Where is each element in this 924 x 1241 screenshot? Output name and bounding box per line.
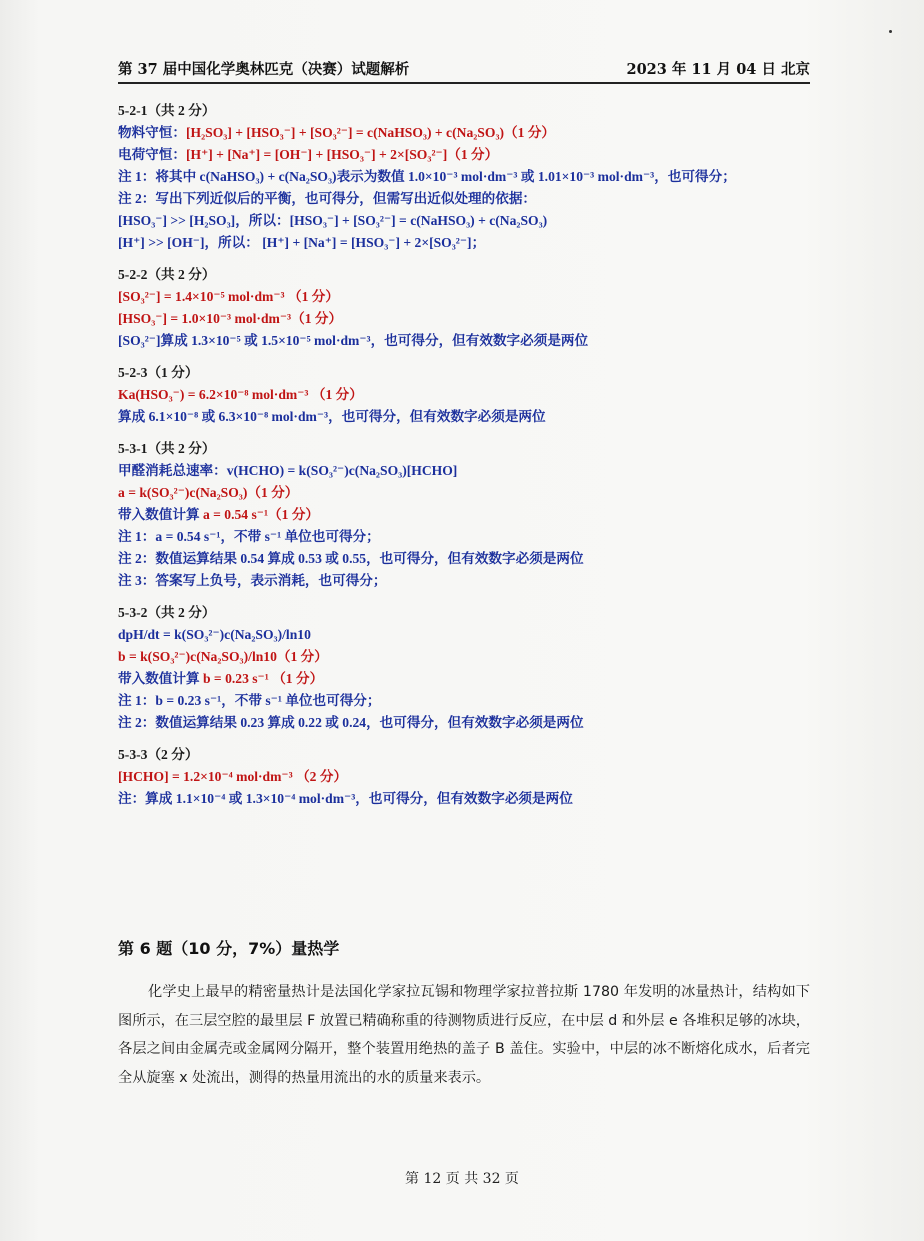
solution-line — [118, 482, 818, 504]
section-title: 5-2-1（共 2 分） — [118, 103, 216, 118]
solution-sections — [118, 100, 818, 820]
solution-line — [118, 122, 818, 144]
section-title: 5-2-3（1 分） — [118, 365, 199, 380]
header-title: 第 37 届中国化学奥林匹克（决赛）试题解析 — [118, 61, 410, 78]
solution-line — [118, 570, 818, 592]
line-text: Ka(HSO₃⁻) = 6.2×10⁻⁸ mol·dm⁻³ （1 分） — [118, 387, 363, 402]
section — [118, 264, 818, 352]
line-text: [SO₃²⁻]算成 1.3×10⁻⁵ 或 1.5×10⁻⁵ mol·dm⁻³，也可得分，但有效数字必须是两位 — [118, 333, 589, 348]
solution-line — [118, 504, 818, 526]
section-title: 5-3-2（共 2 分） — [118, 605, 216, 620]
solution-line — [118, 232, 818, 254]
line-text: [SO₃²⁻] = 1.4×10⁻⁵ mol·dm⁻³ （1 分） — [118, 289, 339, 304]
line-text: 注 2：写出下列近似后的平衡，也可得分，但需写出近似处理的依据： — [118, 191, 537, 206]
page-footer: 第 12 页 共 32 页 — [405, 1171, 519, 1187]
line-text: 物料守恒： — [118, 125, 186, 140]
line-answer: [H⁺] + [Na⁺] = [OH⁻] + [HSO₃⁻] + 2×[SO₃²⁻]（1 分） — [185, 147, 499, 162]
line-text: 带入数值计算 — [118, 671, 203, 686]
line-answer: b = 0.23 s⁻¹ （1 分） — [202, 671, 324, 686]
line-text: 注 2：数值运算结果 0.54 算成 0.53 或 0.55，也可得分，但有效数字必须是两位 — [118, 551, 584, 566]
section — [118, 100, 818, 254]
solution-line — [118, 188, 818, 210]
solution-line — [118, 690, 818, 712]
solution-line — [118, 646, 818, 668]
line-text: a = k(SO₃²⁻)c(Na₂SO₃)（1 分） — [118, 485, 299, 500]
header-date-location: 2023 年 11 月 04 日 北京 — [626, 61, 810, 78]
solution-line — [118, 766, 818, 788]
line-text: [HCHO] = 1.2×10⁻⁴ mol·dm⁻³ （2 分） — [118, 769, 348, 784]
line-text: [HSO₃⁻] >> [H₂SO₃]，所以：[HSO₃⁻] + [SO₃²⁻] = c(NaHSO₃) + c(Na₂SO₃) — [118, 213, 548, 228]
line-text: 注 1：b = 0.23 s⁻¹，不带 s⁻¹ 单位也可得分； — [118, 693, 381, 708]
solution-line — [118, 144, 818, 166]
section-title: 5-3-1（共 2 分） — [118, 441, 216, 456]
line-text: 注 3：答案写上负号，表示消耗，也可得分； — [118, 573, 387, 588]
question-6-paragraph: 化学史上最早的精密量热计是法国化学家拉瓦锡和物理学家拉普拉斯 1780 年发明的冰量热计，结构如下图所示，在三层空腔的最里层 F 放置已精确称重的待测物质进行反应，在中层 d 和外层 e 各堆积足够的冰块，各层之间由金属壳或金属网分隔开，整个装置用绝热的盖子 B 盖住。实验中，中层的冰不断熔化成水，后者完全从旋塞 x 处流出，测得的热量用流出的水的质量来表示。 — [118, 984, 810, 1086]
section — [118, 602, 818, 734]
line-text: 甲醛消耗总速率：v(HCHO) = k(SO₃²⁻)c(Na₂SO₃)[HCHO] — [118, 463, 458, 478]
line-text: 电荷守恒： — [118, 147, 186, 162]
solution-line — [118, 384, 818, 406]
question-6-title: 第 6 题（10 分，7%）量热学 — [118, 939, 340, 958]
scan-speck — [889, 30, 892, 33]
line-text: 算成 6.1×10⁻⁸ 或 6.3×10⁻⁸ mol·dm⁻³，也可得分，但有效数字必须是两位 — [118, 409, 546, 424]
solution-line — [118, 460, 818, 482]
solution-line — [118, 548, 818, 570]
page-header — [118, 54, 810, 84]
solution-line — [118, 166, 810, 188]
line-text: 注：算成 1.1×10⁻⁴ 或 1.3×10⁻⁴ mol·dm⁻³，也可得分，但有效数字必须是两位 — [118, 791, 573, 806]
solution-line — [118, 210, 818, 232]
line-answer: [H₂SO₃] + [HSO₃⁻] + [SO₃²⁻] = c(NaHSO₃) + c(Na₂SO₃)（1 分） — [185, 125, 556, 140]
line-text: 注 2：数值运算结果 0.23 算成 0.22 或 0.24，也可得分，但有效数字必须是两位 — [118, 715, 584, 730]
solution-line — [118, 330, 818, 352]
solution-line — [118, 286, 818, 308]
solution-line — [118, 308, 818, 330]
section — [118, 362, 818, 428]
line-text: 注 1：将其中 c(NaHSO₃) + c(Na₂SO₃)表示为数值 1.0×10⁻³ mol·dm⁻³ 或 1.01×10⁻³ mol·dm⁻³，也可得分； — [118, 169, 736, 184]
line-text: dpH/dt = k(SO₃²⁻)c(Na₂SO₃)/ln10 — [118, 627, 311, 642]
solution-line — [118, 624, 818, 646]
section — [118, 438, 818, 592]
line-text: 带入数值计算 — [118, 507, 203, 522]
section-title: 5-3-3（2 分） — [118, 747, 199, 762]
line-text: [HSO₃⁻] = 1.0×10⁻³ mol·dm⁻³（1 分） — [118, 311, 343, 326]
line-text: b = k(SO₃²⁻)c(Na₂SO₃)/ln10（1 分） — [118, 649, 328, 664]
line-text: 注 1：a = 0.54 s⁻¹，不带 s⁻¹ 单位也可得分； — [118, 529, 380, 544]
solution-line — [118, 526, 818, 548]
section — [118, 744, 818, 810]
solution-line — [118, 668, 818, 690]
section-title: 5-2-2（共 2 分） — [118, 267, 216, 282]
solution-line — [118, 788, 818, 810]
line-text: [H⁺] >> [OH⁻]，所以： [H⁺] + [Na⁺] = [HSO₃⁻] + 2×[SO₃²⁻]； — [118, 235, 486, 250]
solution-line — [118, 406, 818, 428]
solution-line — [118, 712, 818, 734]
line-answer: a = 0.54 s⁻¹（1 分） — [202, 507, 320, 522]
